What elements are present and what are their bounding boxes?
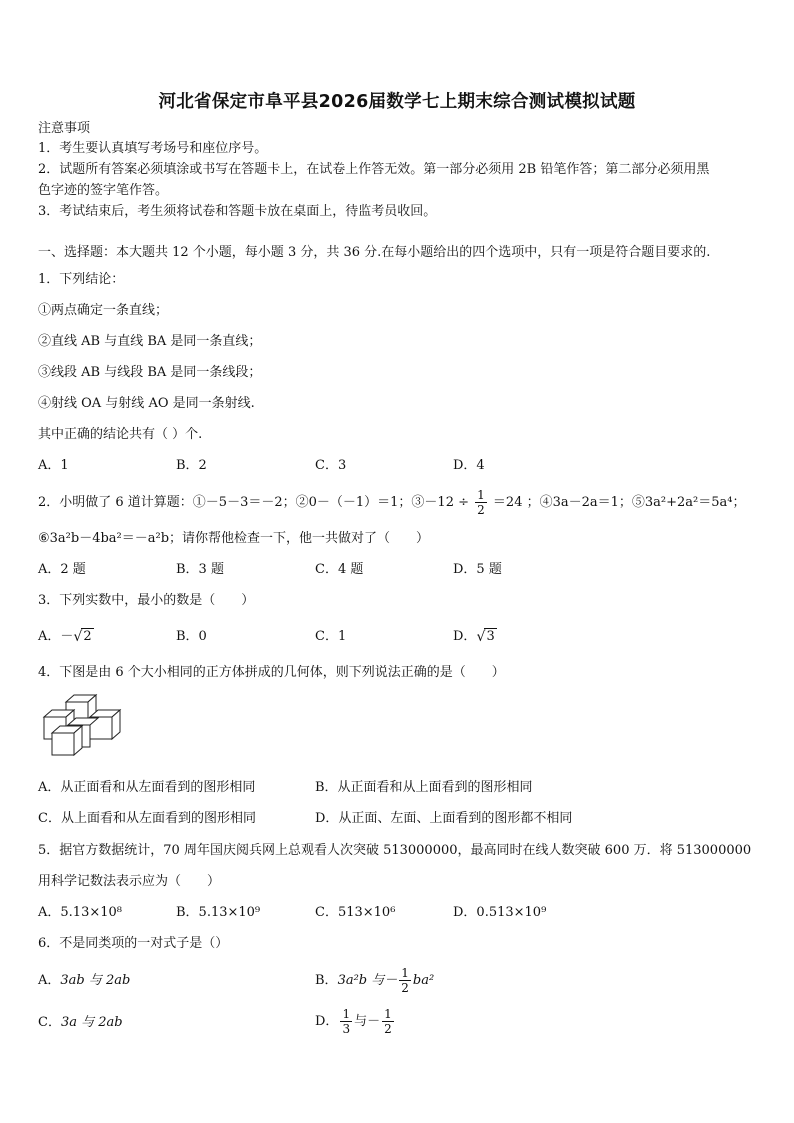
q3-option-a-label: A． [38,629,61,644]
q2-option-a[interactable]: A．2 题 [38,562,86,577]
section-heading: 一、选择题：本大题共 12 个小题，每小题 3 分，共 36 分.在每小题给出的四个选项中，只有一项是符合题目要求的. [38,245,711,260]
q6-option-b-denominator: 2 [401,981,409,995]
q1-statement-2: ②直线 AB 与直线 BA 是同一条直线； [38,334,262,349]
q1-statement-3: ③线段 AB 与线段 BA 是同一条线段； [38,365,262,380]
q2-option-d[interactable]: D．5 题 [453,562,502,577]
q6-option-d-middle: 与－ [354,1014,381,1029]
q2-stem-line2: ⑥3a²b－4ba²＝－a²b；请你帮他检查一下，他一共做对了（ ） [38,531,430,546]
q4-stem: 4．下图是由 6 个大小相同的正方体拼成的几何体，则下列说法正确的是（ ） [38,665,505,680]
q1-statement-1: ①两点确定一条直线； [38,303,169,318]
q6-option-c-label: C． [38,1015,61,1030]
q5-stem-line2: 用科学记数法表示应为（ ） [38,874,221,889]
q5-option-d[interactable]: D．0.513×10⁹ [453,905,547,920]
q6-stem: 6．不是同类项的一对式子是（） [38,936,229,951]
q6-option-d-label: D． [315,1014,339,1029]
q2-option-c[interactable]: C．4 题 [315,562,364,577]
q6-option-a-expr: 3ab 与 2ab [60,973,131,988]
q2-stem-part-a: 2．小明做了 6 道计算题：①－5－3＝－2；②0－（－1）＝1；③－12 ÷ [38,495,469,510]
q6-option-c[interactable] [38,1014,123,1032]
q3-option-b[interactable]: B．0 [176,629,207,644]
q3-option-c[interactable]: C．1 [315,629,347,644]
q3-option-d-label: D． [453,629,477,644]
q6-option-a-label: A． [38,973,61,988]
q2-stem-line1 [38,485,746,521]
notice-heading: 注意事项 [38,121,91,136]
q3-option-d-radicand: 3 [486,629,495,644]
q5-option-b[interactable]: B．5.13×10⁹ [176,905,261,920]
q4-option-c[interactable]: C．从上面看和从左面看到的图形相同 [38,811,256,826]
q6-option-d-denominator-2: 2 [384,1022,392,1036]
q3-option-a-sign: － [60,629,74,644]
q6-option-b[interactable] [315,962,434,1000]
sqrt-icon: √ 3 [476,629,495,645]
q6-option-d-fraction-2 [382,1007,394,1036]
q6-option-d-numerator-2: 1 [384,1007,392,1021]
q6-option-b-expr2: ba² [412,973,435,988]
q6-option-d-numerator-1: 1 [342,1007,351,1021]
q6-option-b-label: B． [315,973,338,988]
q5-stem-line1: 5．据官方数据统计，70 周年国庆阅兵网上总观看人次突破 513000000，最高同时在线人数突破 600 万．将 513000000 [38,843,752,858]
cube-solid-figure [38,692,128,756]
notice-item-3: 3．考试结束后，考生须将试卷和答题卡放在桌面上，待监考员收回。 [38,204,437,219]
q1-option-b[interactable]: B．2 [176,458,207,473]
sqrt-icon: √ 2 [73,629,92,645]
q4-option-b[interactable]: B．从正面看和从上面看到的图形相同 [315,780,533,795]
q6-option-b-expr1: 3a²b 与－ [337,973,398,988]
q6-option-b-fraction [399,966,411,995]
q4-option-d[interactable]: D．从正面、左面、上面看到的图形都不相同 [315,811,573,826]
q1-option-a[interactable]: A．1 [38,458,69,473]
page-title: 河北省保定市阜平县2026届数学七上期末综合测试模拟试题 [158,92,636,112]
q5-option-c[interactable]: C．513×10⁶ [315,905,396,920]
notice-item-1: 1．考生要认真填写考场号和座位序号。 [38,141,268,156]
notice-item-2-cont: 色字迹的签字笔作答。 [38,183,169,198]
q1-option-d[interactable]: D．4 [453,458,485,473]
q6-option-d-denominator-1: 3 [342,1022,351,1036]
cube-front-face [52,733,74,755]
q1-option-c[interactable]: C．3 [315,458,347,473]
q2-stem-part-b: ＝24 ；④3a－2a＝1；⑤3a²+2a²＝5a⁴； [492,495,746,510]
q3-option-a[interactable] [38,628,94,646]
q4-option-a[interactable]: A．从正面看和从左面看到的图形相同 [38,780,256,795]
q2-option-b[interactable]: B．3 题 [176,562,224,577]
q1-statement-4: ④射线 OA 与射线 AO 是同一条射线. [38,396,255,411]
q1-stem: 1．下列结论： [38,272,125,287]
q5-option-a[interactable]: A．5.13×10⁸ [38,905,122,920]
q6-option-b-numerator: 1 [401,966,409,980]
q3-option-d[interactable] [453,628,497,646]
q6-option-d-fraction-1 [340,1007,352,1036]
q2-fraction-numerator: 1 [477,488,485,502]
q1-ask: 其中正确的结论共有（ ）个. [38,427,203,442]
q2-fraction-denominator: 2 [477,503,485,517]
q2-fraction [475,488,487,517]
notice-item-2: 2．试题所有答案必须填涂或书写在答题卡上，在试卷上作答无效。第一部分必须用 2B 铅笔作答；第二部分必须用黑 [38,162,710,177]
q6-option-a[interactable] [38,972,130,990]
q6-option-d[interactable] [315,1003,396,1041]
q3-option-a-radicand: 2 [83,629,92,644]
q3-stem: 3．下列实数中，最小的数是（ ） [38,593,255,608]
q6-option-c-expr: 3a 与 2ab [60,1015,123,1030]
